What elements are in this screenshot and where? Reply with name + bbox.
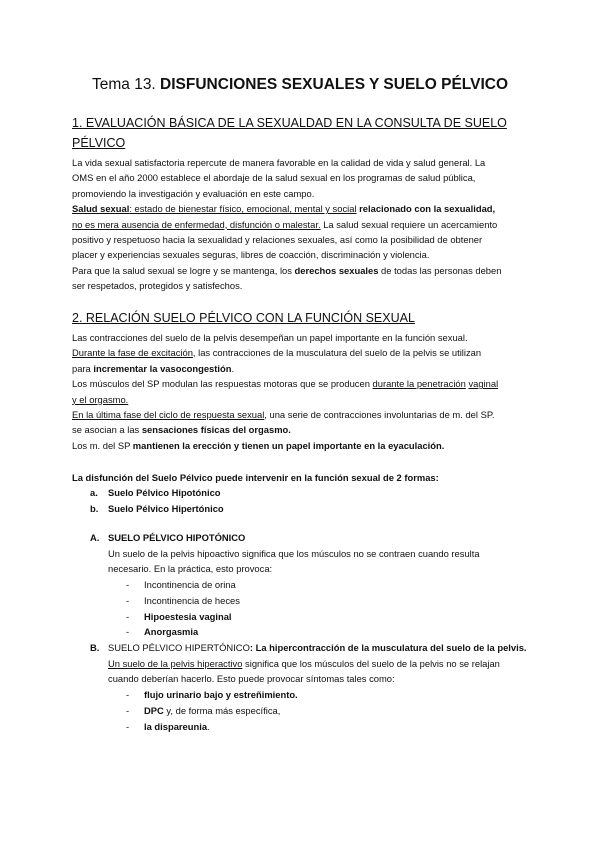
list-item: DPC y, de forma más específica, xyxy=(144,705,281,716)
form-marker-a: a. xyxy=(90,487,98,498)
subsection-b-body: Un suelo de la pelvis hiperactivo significa que los músculos del suelo de la pelvis no se relajan cuando deberían hacerlo. Esto puede provocar síntomas tales como: xyxy=(108,658,500,685)
list-dash: - xyxy=(126,689,130,700)
list-item: Incontinencia de heces xyxy=(144,595,240,606)
list-dash: - xyxy=(126,721,130,732)
form-marker-b: b. xyxy=(90,503,99,514)
subsection-b-marker: B. xyxy=(90,642,100,653)
list-item: Incontinencia de orina xyxy=(144,579,236,590)
form-item-a: Suelo Pélvico Hipotónico xyxy=(108,487,221,498)
list-item: la dispareunia. xyxy=(144,721,210,732)
section-2-body: Las contracciones del suelo de la pelvis desempeñan un papel importante en la función sexual. Durante la fase de excitación, las contracciones de la musculatura del suelo de la pelvis se utilizan para incrementar la vasocongestión. Los músculos del SP modulan las respuestas motoras que se producen durante la penetración vaginal y el orgasmo. En la última fase del ciclo de respuesta sexual, una serie de contracciones involuntarias de m. del SP. se asocian a las sensaciones físicas del orgasmo. Los m. del SP mantienen la erección y tienen un papel importante en la eyaculación. xyxy=(72,332,499,451)
list-dash: - xyxy=(126,705,130,716)
list-dash: - xyxy=(126,595,130,606)
section-1-heading: 1. EVALUACIÓN BÁSICA DE LA SEXUALDAD EN LA CONSULTA DE SUELO PÉLVICO xyxy=(72,116,507,150)
dysfunction-intro: La disfunción del Suelo Pélvico puede intervenir en la función sexual de 2 formas: xyxy=(72,472,439,483)
subsection-a-body: Un suelo de la pelvis hipoactivo significa que los músculos no se contraen cuando resulta necesario. En la práctica, esto provoca: xyxy=(108,548,480,575)
list-dash: - xyxy=(126,611,130,622)
section-2-heading: 2. RELACIÓN SUELO PÉLVICO CON LA FUNCIÓN SEXUAL xyxy=(72,311,415,325)
subsection-a-title: SUELO PÉLVICO HIPOTÓNICO xyxy=(108,532,246,543)
list-dash: - xyxy=(126,579,130,590)
form-item-b: Suelo Pélvico Hipertónico xyxy=(108,503,224,514)
section-1-body: La vida sexual satisfactoria repercute de manera favorable en la calidad de vida y salud general. La OMS en el año 2000 establece el abordaje de la salud sexual en los programas de salud pública, promoviendo la investigación y evaluación en este campo. Salud sexual: estado de bienestar físico, emocional, mental y social relacionado con la sexualidad, no es mera ausencia de enfermedad, disfunción o malestar. La salud sexual requiere un acercamiento positivo y respetuoso hacia la sexualidad y relaciones sexuales, así como la posibilidad de obtener placer y experiencias sexuales seguras, libres de coacción, discriminación y violencia. Para que la salud sexual se logre y se mantenga, los derechos sexuales de todas las personas deben ser respetados, protegidos y satisfechos. xyxy=(72,157,502,292)
page-title: Tema 13. DISFUNCIONES SEXUALES Y SUELO PÉLVICO xyxy=(91,76,509,93)
subsection-a-marker: A. xyxy=(90,532,100,543)
list-item: Anorgasmia xyxy=(144,626,199,637)
list-item: flujo urinario bajo y estreñimiento. xyxy=(144,689,298,700)
list-dash: - xyxy=(126,626,130,637)
list-item: Hipoestesia vaginal xyxy=(144,611,232,622)
subsection-b-title: SUELO PÉLVICO HIPERTÓNICO: La hipercontracción de la musculatura del suelo de la pelvis. xyxy=(108,642,527,653)
